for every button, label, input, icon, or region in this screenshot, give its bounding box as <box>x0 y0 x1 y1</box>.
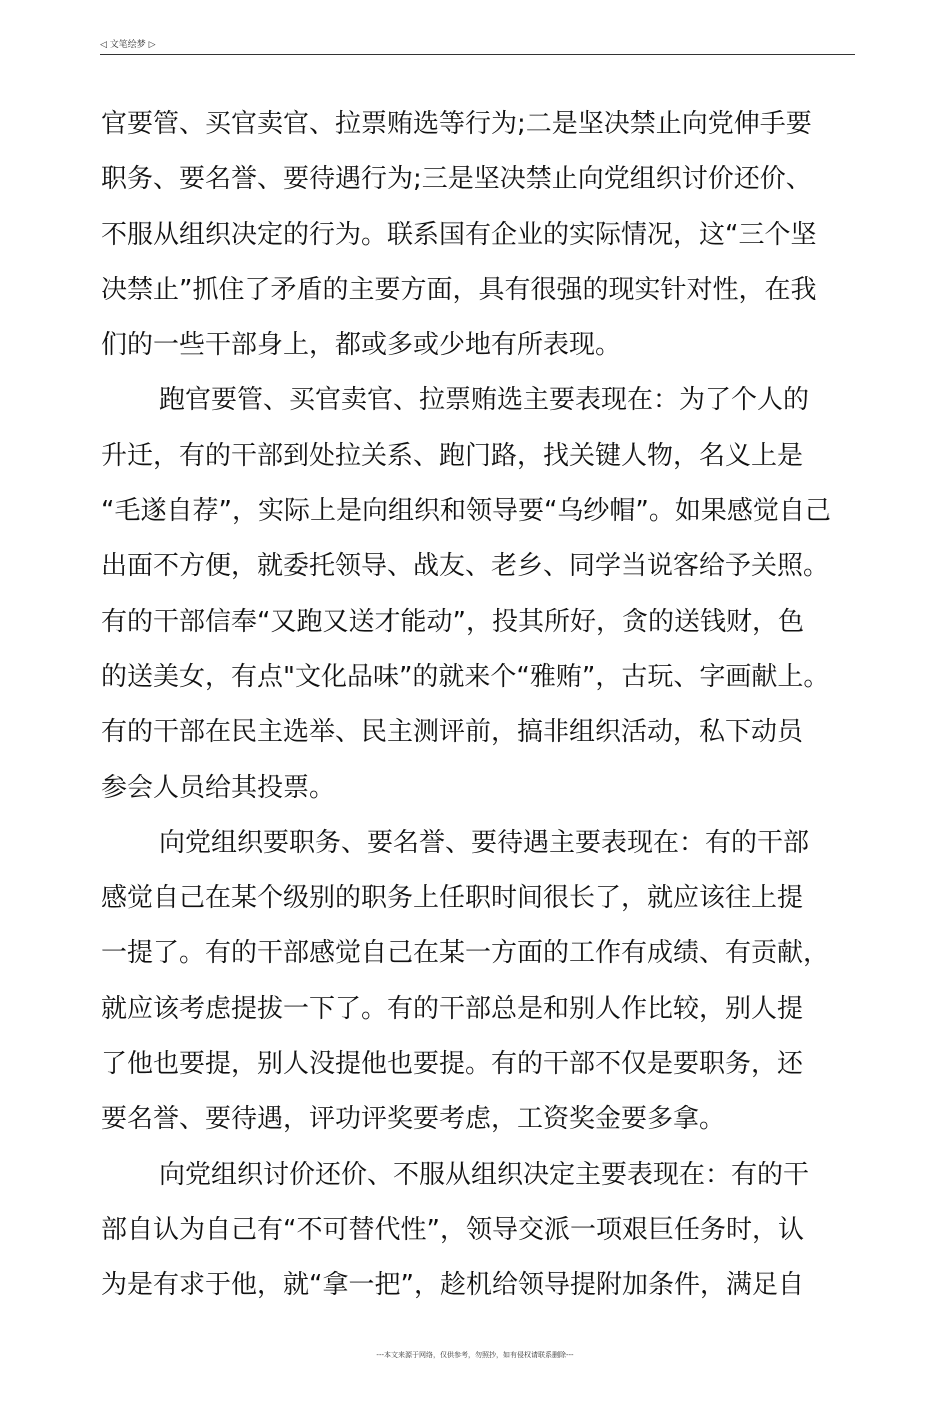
text-line: 们的一些干部身上，都或多或少地有所表现。 <box>101 330 622 361</box>
text-line: 出面不方便，就委托领导、战友、老乡、同学当说客给予关照。 <box>101 551 830 582</box>
page-header <box>100 38 855 55</box>
text-line: 要名誉、要待遇，评功评奖要考虑，工资奖金要多拿。 <box>101 1104 726 1135</box>
text-line: 的送美女，有点"文化品味”的就来个“雅贿”，古玩、字画献上。 <box>101 661 830 692</box>
paragraph <box>101 97 861 373</box>
text-line: 向党组织要职务、要名誉、要待遇主要表现在：有的干部 <box>159 827 810 858</box>
text-line: 感觉自己在某个级别的职务上任职时间很长了，就应该往上提 <box>101 883 804 914</box>
text-line: 有的干部在民主选举、民主测评前，搞非组织活动，私下动员 <box>101 717 804 748</box>
text-line: 为是有求于他，就“拿一把”，趁机给领导提附加条件，满足自 <box>101 1270 804 1301</box>
text-line: 一提了。有的干部感觉自己在某一方面的工作有成绩、有贡献， <box>101 938 830 969</box>
text-line: “毛遂自荐”，实际上是向组织和领导要“乌纱帽”。如果感觉自己 <box>101 496 831 527</box>
text-line: 有的干部信奉“又跑又送才能动”，投其所好，贪的送钱财，色 <box>101 606 804 637</box>
text-line: 官要管、买官卖官、拉票贿选等行为;二是坚决禁止向党伸手要 <box>101 109 812 139</box>
text-line: 升迁，有的干部到处拉关系、跑门路，找关键人物，名义上是 <box>101 440 804 471</box>
document-body <box>101 97 861 1314</box>
text-line: 部自认为自己有“不可替代性”，领导交派一项艰巨任务时，认 <box>101 1214 804 1245</box>
text-line: 参会人员给其投票。 <box>101 772 336 803</box>
text-line: 了他也要提，别人没提他也要提。有的干部不仅是要职务，还 <box>101 1049 804 1080</box>
page-footer: ---本文来源于网络，仅供参考，勿照抄，如有侵权请联系删除--- <box>376 1351 574 1359</box>
text-line: 不服从组织决定的行为。联系国有企业的实际情况，这“三个坚 <box>101 219 817 250</box>
text-line: 跑官要管、买官卖官、拉票贿选主要表现在：为了个人的 <box>159 385 810 416</box>
text-line: 向党组织讨价还价、不服从组织决定主要表现在：有的干 <box>159 1159 810 1190</box>
header-brand: ◁ 文笔绘梦 ▷ <box>100 40 156 50</box>
paragraph <box>101 373 861 815</box>
text-line: 职务、要名誉、要待遇行为;三是坚决禁止向党组织讨价还价、 <box>101 164 812 195</box>
paragraph <box>101 816 861 1148</box>
text-line: 就应该考虑提拔一下了。有的干部总是和别人作比较，别人提 <box>101 993 804 1024</box>
text-line: 决禁止”抓住了矛盾的主要方面，具有很强的现实针对性，在我 <box>101 274 817 305</box>
paragraph <box>101 1148 861 1314</box>
